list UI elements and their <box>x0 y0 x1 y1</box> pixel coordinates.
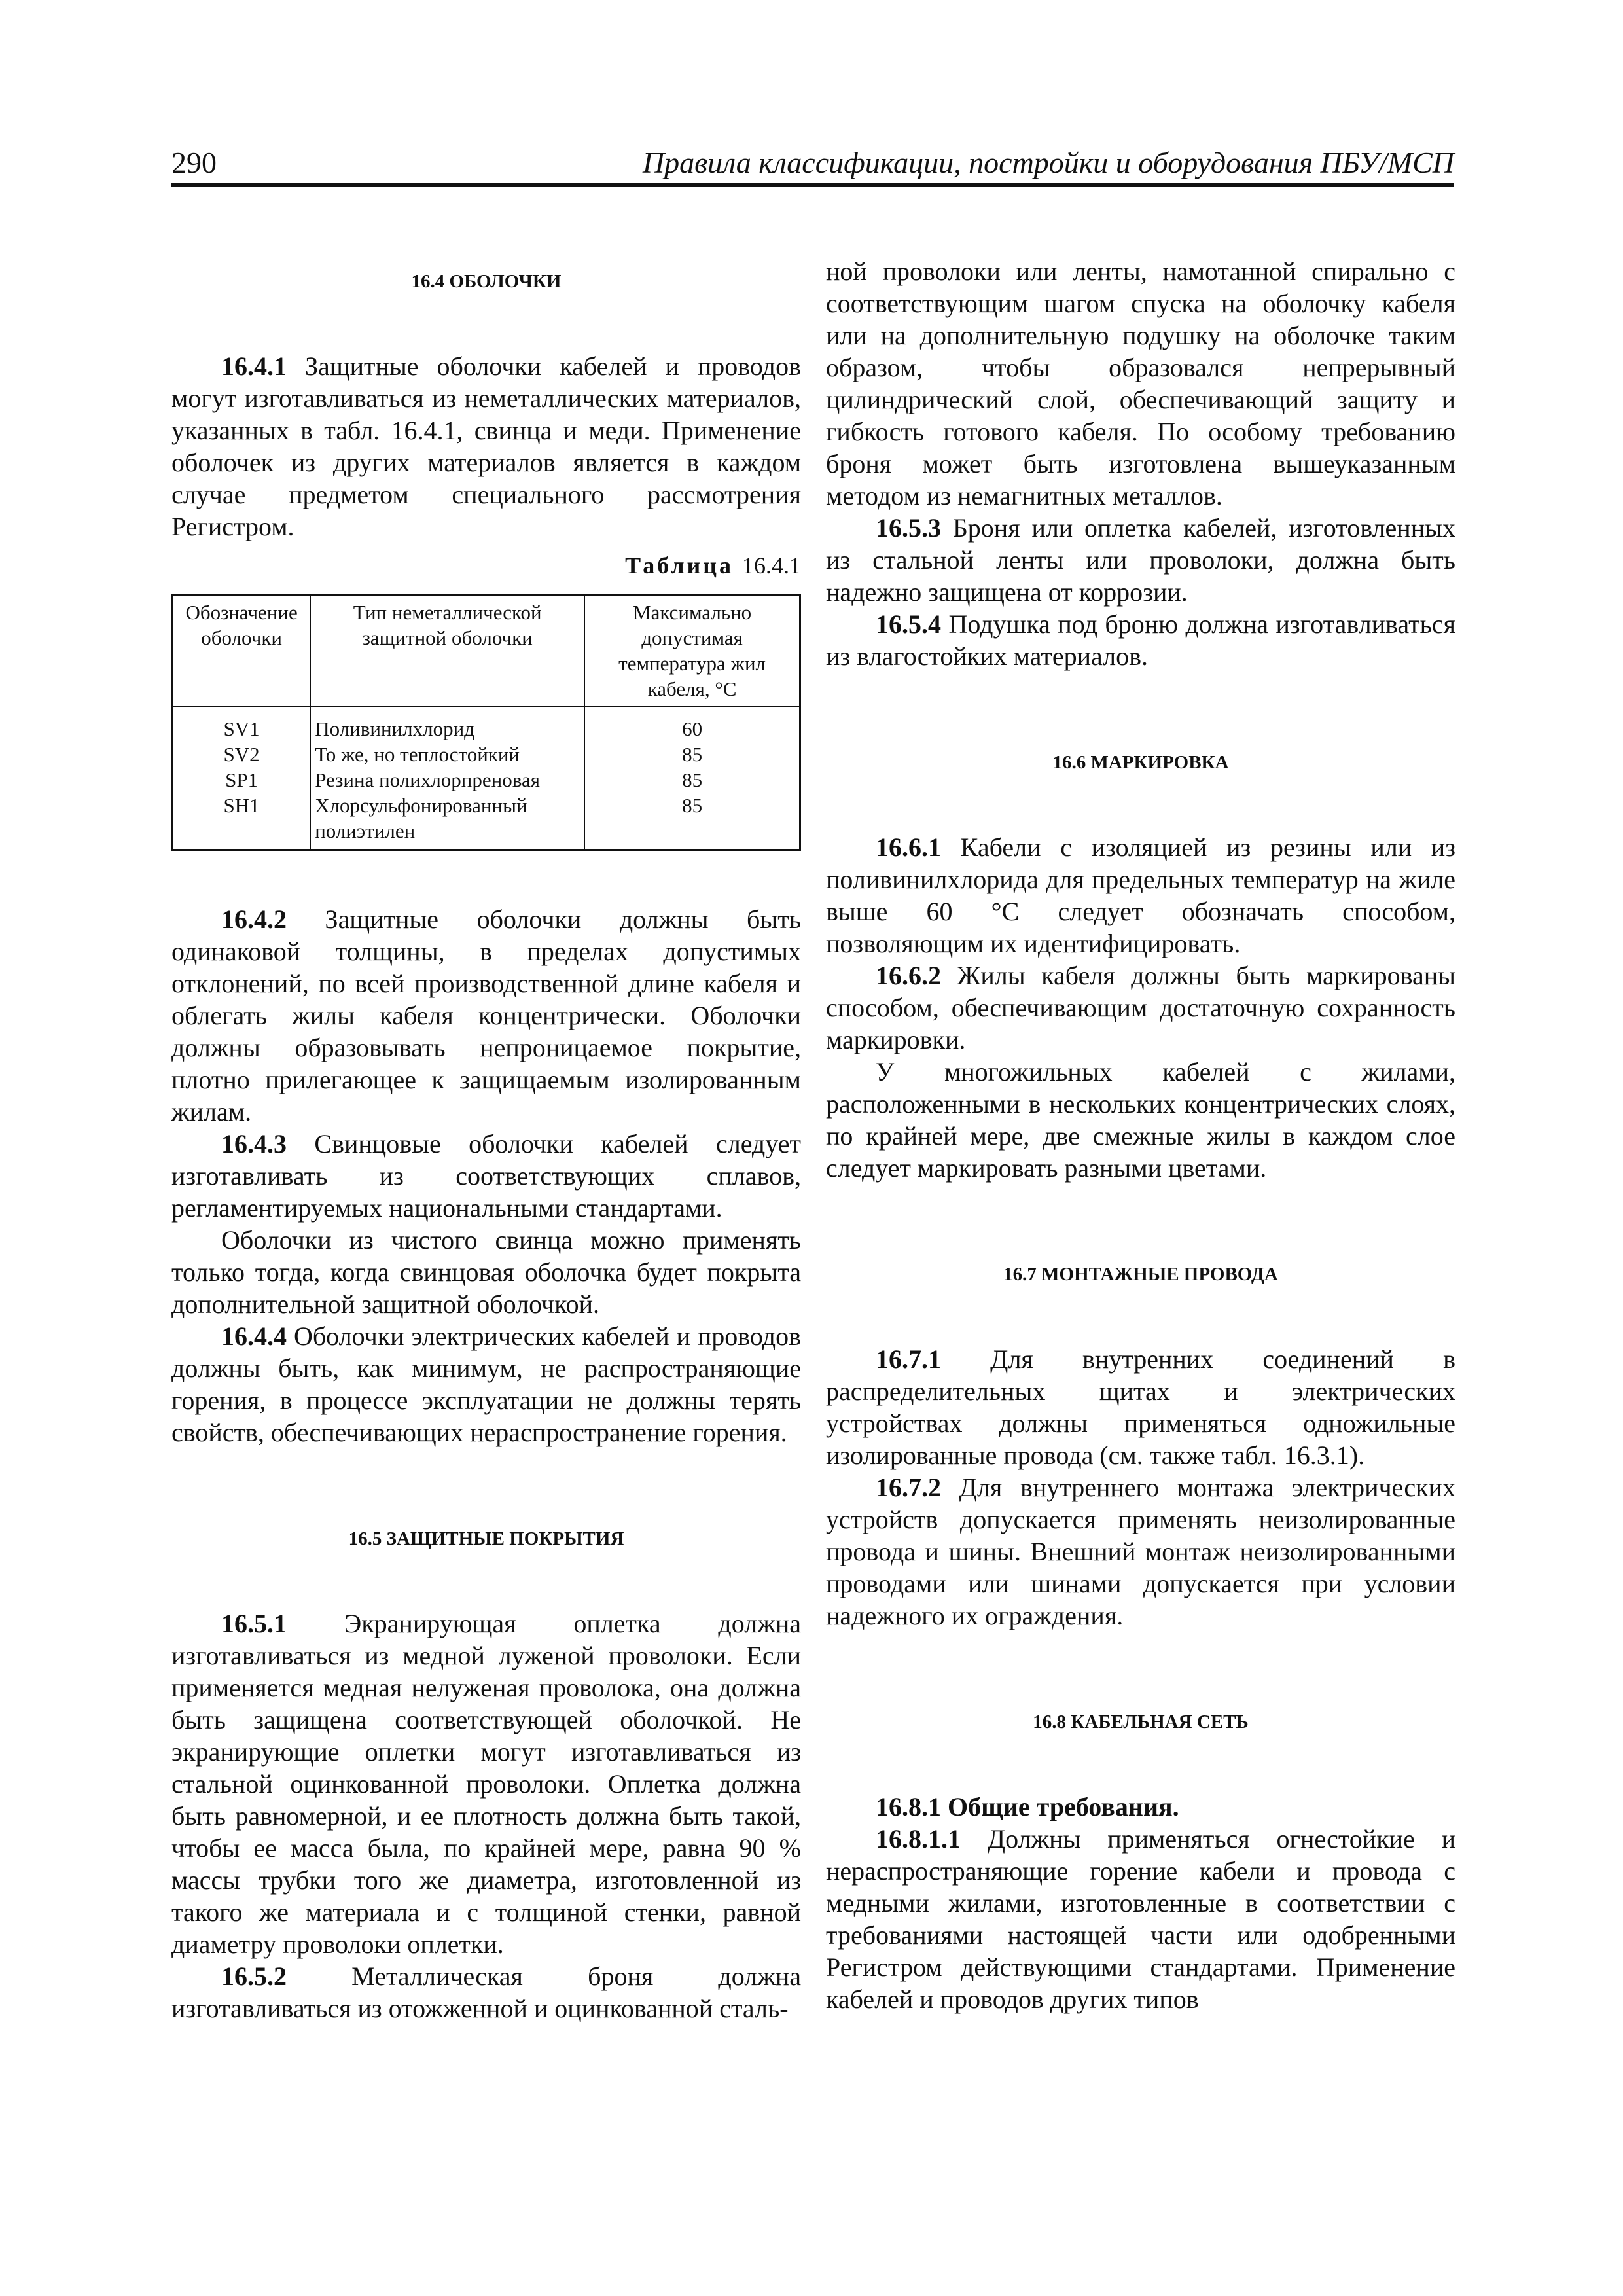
clause-number: 16.7.1 <box>876 1344 941 1374</box>
paragraph-16-8-1-1: 16.8.1.1 Должны применяться огнестойкие и нераспространяющие горение кабели и провода с медными жилами, изготовленные в соответствии с требованиями настоящей части или одобренными Регистром действующими стандартами. Применение кабелей и проводов других типов <box>826 1824 1455 2014</box>
paragraph-16-4-1: 16.4.1 Защитные оболочки кабелей и проводов могут изготавливаться из неметаллических материалов, указанных в табл. 16.4.1, свинца и меди. Применение оболочек из других материалов является в каждом случае предметом специального рассмотрения Регистром. <box>171 351 801 541</box>
table-cell-temp: 85 <box>584 767 800 793</box>
paragraph-16-6-1: 16.6.1 Кабели с изоляцией из резины или из поливинилхлорида для предельных температур на жиле выше 60 °С следует обозначать способом, позволяющим их идентифицировать. <box>826 833 1455 958</box>
clause-number: 16.4.3 <box>221 1129 287 1158</box>
clause-number: 16.4.1 <box>221 351 287 381</box>
clause-number: 16.4.2 <box>221 905 287 934</box>
paragraph-16-5-2: 16.5.2 Металлическая броня должна изготавливаться из отожженной и оцинкованной сталь- <box>171 1962 801 2023</box>
right-column <box>826 236 1455 2015</box>
paragraph-16-5-3: 16.5.3 Броня или оплетка кабелей, изготовленных из стальной ленты или проволоки, должна быть надежно защищена от коррозии. <box>826 513 1455 607</box>
subsection-heading-16-8-1: 16.8.1 Общие требования. <box>876 1792 1179 1821</box>
left-column <box>171 236 801 2024</box>
section-title-16-7: 16.7 МОНТАЖНЫЕ ПРОВОДА <box>1003 1264 1278 1285</box>
sheath-table <box>171 594 801 851</box>
table-cell-type: Поливинилхлорид <box>310 706 584 742</box>
table-header-cell: Обозначение оболочки <box>173 595 311 707</box>
paragraph-16-4-3-b: Оболочки из чистого свинца можно применять только тогда, когда свинцовая оболочка будет покрыта дополнительной защитной оболочкой. <box>171 1225 801 1319</box>
table-row <box>173 767 800 793</box>
clause-number: 16.5.1 <box>221 1609 287 1638</box>
section-title-16-5: 16.5 ЗАЩИТНЫЕ ПОКРЫТИЯ <box>348 1528 624 1549</box>
paragraph-16-6-2: 16.6.2 Жилы кабеля должны быть маркированы способом, обеспечивающим достаточную сохранность маркировки. <box>826 961 1455 1054</box>
clause-number: 16.5.4 <box>876 609 941 639</box>
paragraph-16-6-2-b: У многожильных кабелей с жилами, расположенными в нескольких концентрических слоях, по крайней мере, две смежные жилы в каждом слое следует маркировать разными цветами. <box>826 1057 1455 1183</box>
table-cell-code: SV1 <box>173 706 311 742</box>
table-cell-type: Резина полихлорпреновая <box>310 767 584 793</box>
paragraph-16-4-3: 16.4.3 Свинцовые оболочки кабелей следует изготавливать из соответствующих сплавов, регламентируемых национальными стандартами. <box>171 1129 801 1223</box>
table-cell-type: То же, но теплостойкий <box>310 742 584 767</box>
clause-number: 16.4.4 <box>221 1321 287 1351</box>
table-cell-temp: 60 <box>584 706 800 742</box>
section-title-16-6: 16.6 МАРКИРОВКА <box>1052 752 1229 773</box>
paragraph-16-4-2: 16.4.2 Защитные оболочки должны быть одинаковой толщины, в пределах допустимых отклонений, по всей производственной длине кабеля и облегать жилы кабеля концентрически. Оболочки должны образовывать непроницаемое покрытие, плотно прилегающее к защищаемым изолированным жилам. <box>171 905 801 1126</box>
paragraph-16-5-4: 16.5.4 Подушка под броню должна изготавливаться из влагостойких материалов. <box>826 609 1455 671</box>
table-cell-temp: 85 <box>584 793 800 850</box>
table-cell-code: SH1 <box>173 793 311 850</box>
table-row <box>173 793 800 850</box>
running-title: Правила классификации, постройки и оборудования ПБУ/МСП <box>642 146 1454 179</box>
clause-number: 16.5.2 <box>221 1962 287 1991</box>
paragraph-16-5-2-cont: ной проволоки или ленты, намотанной спирально с соответствующим шагом спуска на оболочку кабеля или на дополнительную подушку на оболочке таким образом, чтобы образовался непрерывный цилиндрический слой, обеспечивающий защиту и гибкость готового кабеля. По особому требованию броня может быть изготовлена вышеуказанным методом из немагнитных металлов. <box>826 257 1455 511</box>
page-number: 290 <box>171 146 217 179</box>
clause-number: 16.6.1 <box>876 833 941 862</box>
table-header-cell: Максимально допустимая температура жил кабеля, °С <box>584 595 800 707</box>
clause-number: 16.5.3 <box>876 513 941 543</box>
table-cell-code: SV2 <box>173 742 311 767</box>
table-header-row <box>173 595 800 707</box>
paragraph-16-5-1: 16.5.1 Экранирующая оплетка должна изготавливаться из медной луженой проволоки. Если применяется медная нелуженая проволока, она должна быть защищена соответствующей оболочкой. Не экранирующие оплетки могут изготавливаться из стальной оцинкованной проволоки. Оплетка должна быть равномерной, и ее плотность должна быть такой, чтобы ее масса была, по крайней мере, равна 90 % массы трубки того же диаметра, изготовленной из такого же материала и с толщиной стенки, равной диаметру проволоки оплетки. <box>171 1609 801 1959</box>
page-header <box>171 139 1454 187</box>
clause-number: 16.7.2 <box>876 1473 941 1502</box>
table-cell-temp: 85 <box>584 742 800 767</box>
table-row <box>173 742 800 767</box>
paragraph-16-7-1: 16.7.1 Для внутренних соединений в распределительных щитах и электрических устройствах должны применяться одножильные изолированные провода (см. также табл. 16.3.1). <box>826 1344 1455 1470</box>
section-title-16-8: 16.8 КАБЕЛЬНАЯ СЕТЬ <box>1033 1712 1249 1732</box>
table-caption: Таблица 16.4.1 <box>625 552 801 579</box>
paragraph-16-7-2: 16.7.2 Для внутреннего монтажа электрических устройств допускается применять неизолированные провода и шины. Внешний монтаж неизолированными проводами или шинами допускается при условии надежного их ограждения. <box>826 1473 1455 1630</box>
table-cell-code: SP1 <box>173 767 311 793</box>
section-title-16-4: 16.4 ОБОЛОЧКИ <box>411 271 562 292</box>
clause-number: 16.8.1.1 <box>876 1824 961 1854</box>
clause-number: 16.6.2 <box>876 961 941 990</box>
paragraph-16-4-4: 16.4.4 Оболочки электрических кабелей и проводов должны быть, как минимум, не распространяющие горения, в процессе эксплуатации не должны терять свойств, обеспечивающих нераспространение горения. <box>171 1321 801 1447</box>
table-row <box>173 706 800 742</box>
table-cell-type: Хлорсульфонированный полиэтилен <box>310 793 584 850</box>
table-header-cell: Тип неметаллической защитной оболочки <box>310 595 584 707</box>
